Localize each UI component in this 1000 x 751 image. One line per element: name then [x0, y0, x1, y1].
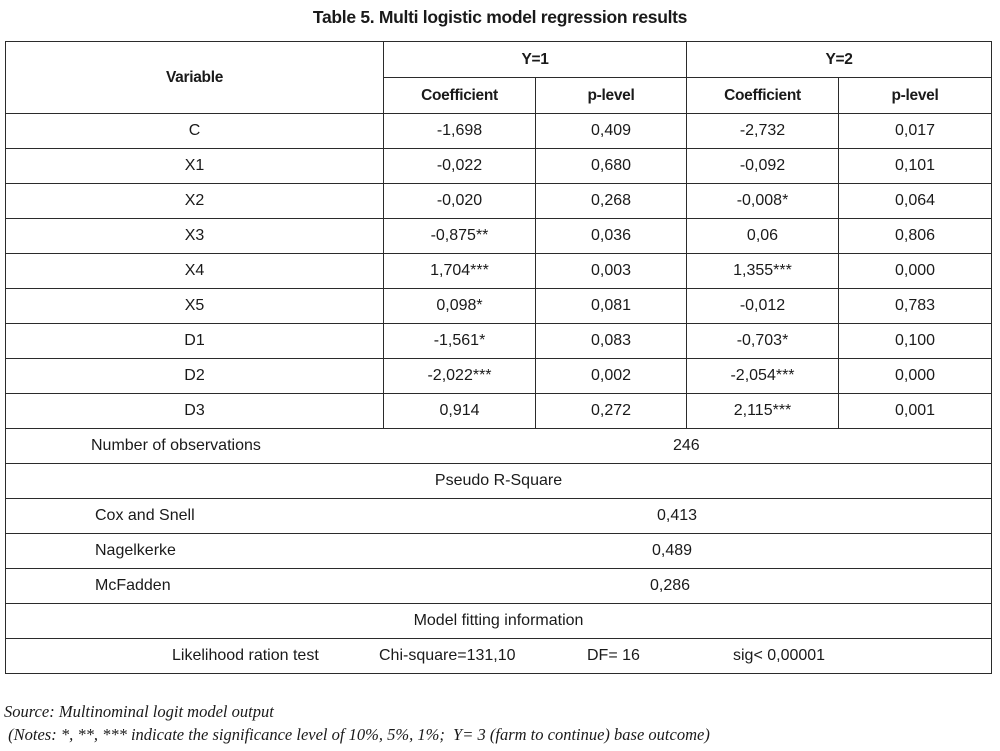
- cell-p-y1: 0,081: [536, 289, 687, 324]
- cell-coef-y2: 2,115***: [687, 394, 839, 429]
- pseudo-label: Cox and Snell: [95, 507, 195, 524]
- cell-variable: D3: [6, 394, 384, 429]
- cell-p-y2: 0,101: [839, 149, 992, 184]
- fitting-df: DF= 16: [587, 647, 640, 664]
- cell-variable: X3: [6, 219, 384, 254]
- cell-coef-y1: -0,020: [384, 184, 536, 219]
- header-plevel-y1: p-level: [536, 78, 687, 114]
- cell-p-y2: 0,064: [839, 184, 992, 219]
- fitting-sig: sig< 0,00001: [733, 647, 826, 664]
- cell-coef-y1: -1,698: [384, 114, 536, 149]
- pseudo-value: 0,286: [650, 577, 691, 594]
- cell-variable: C: [6, 114, 384, 149]
- observations-row: [6, 429, 992, 464]
- cell-coef-y2: -0,092: [687, 149, 839, 184]
- pseudo-heading-row: [6, 464, 992, 499]
- cell-coef-y2: 0,06: [687, 219, 839, 254]
- cell-p-y1: 0,036: [536, 219, 687, 254]
- cell-coef-y1: -1,561*: [384, 324, 536, 359]
- cell-coef-y2: -2,054***: [687, 359, 839, 394]
- cell-p-y1: 0,083: [536, 324, 687, 359]
- results-table: [5, 41, 992, 674]
- cell-p-y2: 0,100: [839, 324, 992, 359]
- fitting-heading-row: [6, 604, 992, 639]
- pseudo-value: 0,489: [652, 542, 693, 559]
- cell-variable: X2: [6, 184, 384, 219]
- cell-p-y1: 0,003: [536, 254, 687, 289]
- observations-label: Number of observations: [91, 437, 261, 454]
- cell-p-y1: 0,268: [536, 184, 687, 219]
- cell-variable: X5: [6, 289, 384, 324]
- cell-coef-y1: -0,022: [384, 149, 536, 184]
- header-coefficient-y1: Coefficient: [384, 78, 536, 114]
- cell-coef-y1: -2,022***: [384, 359, 536, 394]
- header-variable: Variable: [6, 42, 384, 114]
- cell-p-y2: 0,806: [839, 219, 992, 254]
- table-row: [6, 254, 992, 289]
- table-row: [6, 219, 992, 254]
- cell-variable: X4: [6, 254, 384, 289]
- cell-coef-y2: -0,008*: [687, 184, 839, 219]
- pseudo-row: [6, 499, 992, 534]
- cell-coef-y2: -0,703*: [687, 324, 839, 359]
- fitting-chi: Chi-square=131,10: [379, 647, 516, 664]
- cell-coef-y2: 1,355***: [687, 254, 839, 289]
- cell-coef-y1: 1,704***: [384, 254, 536, 289]
- table-row: [6, 359, 992, 394]
- cell-p-y2: 0,001: [839, 394, 992, 429]
- source-note: Source: Multinominal logit model output: [4, 702, 274, 721]
- pseudo-heading: Pseudo R-Square: [6, 464, 992, 499]
- significance-note: (Notes: *, **, *** indicate the significance level of 10%, 5%, 1%; Y= 3 (farm to continue) base outcome): [4, 725, 710, 744]
- header-group-y1: Y=1: [384, 42, 687, 78]
- table-row: [6, 149, 992, 184]
- table-row: [6, 394, 992, 429]
- table-title: Table 5. Multi logistic model regression results: [312, 7, 688, 27]
- header-coefficient-y2: Coefficient: [687, 78, 839, 114]
- pseudo-value: 0,413: [657, 507, 698, 524]
- cell-coef-y1: -0,875**: [384, 219, 536, 254]
- cell-p-y1: 0,409: [536, 114, 687, 149]
- cell-p-y2: 0,017: [839, 114, 992, 149]
- pseudo-label: McFadden: [95, 577, 171, 594]
- observations-value: 246: [673, 437, 700, 454]
- cell-p-y1: 0,272: [536, 394, 687, 429]
- pseudo-label: Nagelkerke: [95, 542, 176, 559]
- fitting-heading: Model fitting information: [6, 604, 992, 639]
- cell-coef-y2: -2,732: [687, 114, 839, 149]
- table-row: [6, 324, 992, 359]
- cell-variable: D1: [6, 324, 384, 359]
- cell-variable: D2: [6, 359, 384, 394]
- cell-coef-y2: -0,012: [687, 289, 839, 324]
- pseudo-row: [6, 569, 992, 604]
- cell-variable: X1: [6, 149, 384, 184]
- cell-p-y2: 0,000: [839, 359, 992, 394]
- cell-coef-y1: 0,098*: [384, 289, 536, 324]
- fitting-test: Likelihood ration test: [172, 647, 319, 664]
- cell-p-y2: 0,783: [839, 289, 992, 324]
- cell-p-y1: 0,680: [536, 149, 687, 184]
- pseudo-row: [6, 534, 992, 569]
- table-row: [6, 289, 992, 324]
- cell-p-y2: 0,000: [839, 254, 992, 289]
- cell-coef-y1: 0,914: [384, 394, 536, 429]
- header-group-y2: Y=2: [687, 42, 992, 78]
- table-row: [6, 184, 992, 219]
- fitting-row: [6, 639, 992, 674]
- table-row: [6, 114, 992, 149]
- cell-p-y1: 0,002: [536, 359, 687, 394]
- header-plevel-y2: p-level: [839, 78, 992, 114]
